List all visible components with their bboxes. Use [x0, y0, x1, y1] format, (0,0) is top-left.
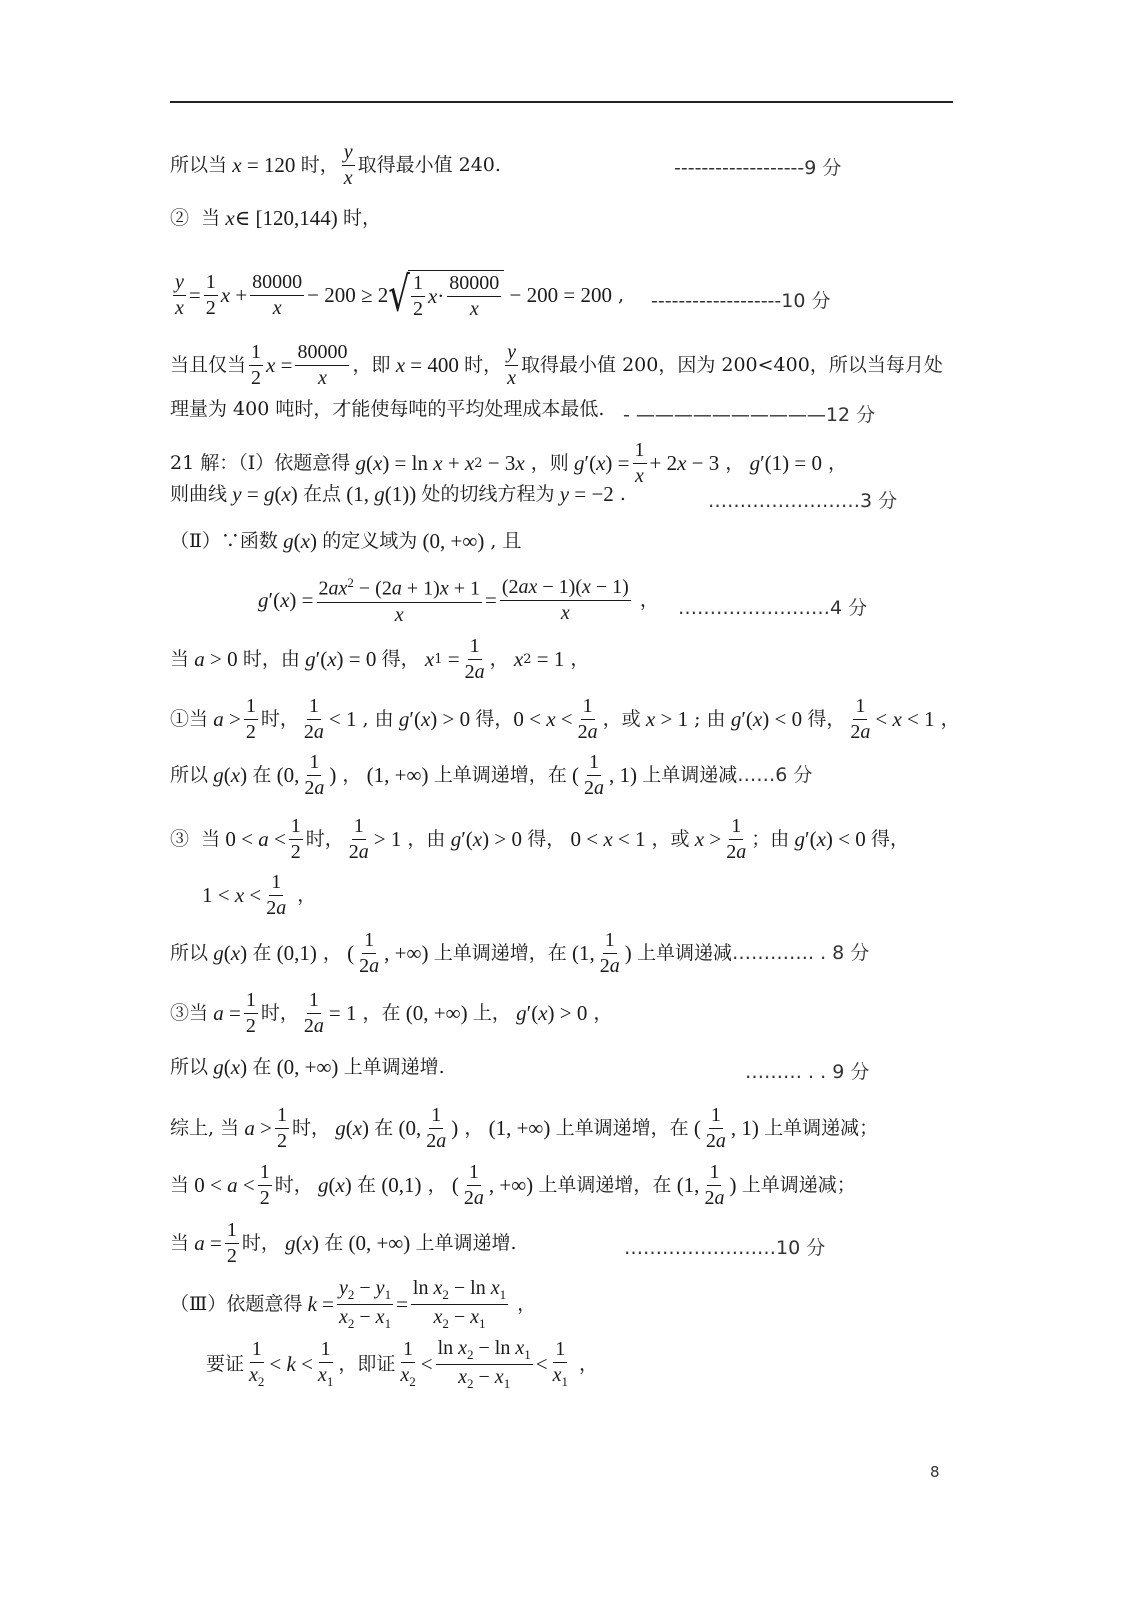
line-18: 综上, 当 a > $\frac{1}{2}$ 时， g ( x ) 在 (0, $\frac{1}{2a}$ ) ， (1, +∞) 上单调递增，在 ( $\frac{1}{2a}$ , 1) 上单调递减；: [170, 1104, 879, 1152]
line-1: 所以当 x = 120 时， $\frac{y}{x}$ 取得最小值 240.: [170, 141, 501, 189]
line-22: 要证 $\frac{1}{x_2}$ < k < $\frac{1}{x_1}$ ，即证 $\frac{1}{x_2}$ < $\frac{\ln x_2 - \ln x_1}{x_2 - x_1}$ < $\frac{1}{x_1}$ ，: [206, 1337, 599, 1391]
line-6: 21 解：（Ⅰ）依题意得 g ( x ) = ln x + x 2 − 3 x ，则 g ′( x ) = $\frac{1}{x}$ + 2 x − 3 ， g ′(1) = 0 ，: [170, 439, 848, 487]
score-9-a: -------------------9 分: [674, 157, 842, 179]
line-16: ③当 a = $\frac{1}{2}$ 时， $\frac{1}{2a}$ = 1 ，在 (0, +∞) 上， g ′( x ) > 0 ，: [170, 989, 613, 1037]
page-number: 8: [930, 1463, 940, 1481]
line-20: 当 a = $\frac{1}{2}$ 时， g ( x ) 在 (0, +∞) 上单调递增.: [170, 1219, 517, 1267]
line-9: g ′( x ) = $\frac{2ax^2 - (2a + 1)x + 1}{x}$ = $\frac{(2ax - 1)(x - 1)}{x}$ ，: [258, 575, 659, 626]
score-8: …………. . 8 分: [732, 942, 870, 964]
score-12: - ——————————12 分: [623, 404, 876, 426]
line-21: （Ⅲ）依题意得 k = $\frac{y_2 - y_1}{x_2 - x_1}$ = $\frac{\ln x_2 - \ln x_1}{x_2 - x_1}$ ，: [170, 1277, 537, 1331]
line-4: 当且仅当 $\frac{1}{2}$ x = $\frac{80000}{x}$ ，即 x = 400 时， $\frac{y}{x}$ 取得最小值 200，因为 200<400，所以当每月处: [170, 341, 943, 389]
score-4: ……………………4 分: [678, 597, 868, 619]
score-6: ……6 分: [737, 764, 813, 786]
line-11: ①当 a > $\frac{1}{2}$ 时， $\frac{1}{2a}$ < 1 , 由 g ′( x ) > 0 得， 0 < x < $\frac{1}{2a}$ ，或 x > 1 ; 由 g ′( x ) < 0 得， $\frac{1}{2a}$ < x < 1 ，: [170, 695, 960, 743]
line-3: $\frac{y}{x}$ = $\frac{1}{2}$ x + $\frac{80000}{x}$ − 200 ≥ 2 √ $\frac{1}{2}$ x · $\frac{80000}{x}$ − 200 = 200 ,: [175, 267, 625, 323]
line-19: 当 0 < a < $\frac{1}{2}$ 时， g ( x ) 在 (0,1) ， ( $\frac{1}{2a}$ , +∞) 上单调递增，在 (1, $\frac{1}{2a}$ ) 上单调递减；: [170, 1161, 856, 1209]
line-2: ② 当 x ∈ [120,144) 时，: [170, 206, 381, 230]
line-14: 1 < x < $\frac{1}{2a}$ ，: [202, 871, 317, 919]
header-rule: [170, 101, 953, 103]
line-13: ③ 当 0 < a < $\frac{1}{2}$ 时， $\frac{1}{2a}$ > 1 ，由 g ′( x ) > 0 得， 0 < x < 1 ，或 x > $\frac{1}{2a}$ ；由 g ′( x ) < 0 得，: [170, 815, 909, 863]
score-10-a: -------------------10 分: [651, 290, 831, 312]
line-10: 当 a > 0 时，由 g ′( x ) = 0 得， x 1 = $\frac{1}{2a}$ ， x 2 = 1 ，: [170, 635, 590, 683]
line-17: 所以 g ( x ) 在 (0, +∞) 上单调递增.: [170, 1055, 445, 1079]
line-15: 所以 g ( x ) 在 (0,1) ， ( $\frac{1}{2a}$ , +∞) 上单调递增，在 (1, $\frac{1}{2a}$ ) 上单调递减 …………. . 8 分: [170, 929, 870, 977]
line-8: （Ⅱ）∵函数 g ( x ) 的定义域为 (0, +∞) , 且: [170, 529, 522, 553]
score-9-b: ……… . . 9 分: [745, 1061, 870, 1083]
score-3: ……………………3 分: [708, 490, 898, 512]
score-10-b: ……………………10 分: [624, 1237, 826, 1259]
line-5: 理量为 400 吨时，才能使每吨的平均处理成本最低.: [170, 398, 605, 420]
line-12: 所以 g ( x ) 在 (0, $\frac{1}{2a}$ ) ， (1, +∞) 上单调递增，在 ( $\frac{1}{2a}$ , 1) 上单调递减 ……6 分: [170, 751, 813, 799]
line-7: 则曲线 y = g ( x ) 在点 (1, g (1)) 处的切线方程为 y = −2 .: [170, 482, 626, 506]
